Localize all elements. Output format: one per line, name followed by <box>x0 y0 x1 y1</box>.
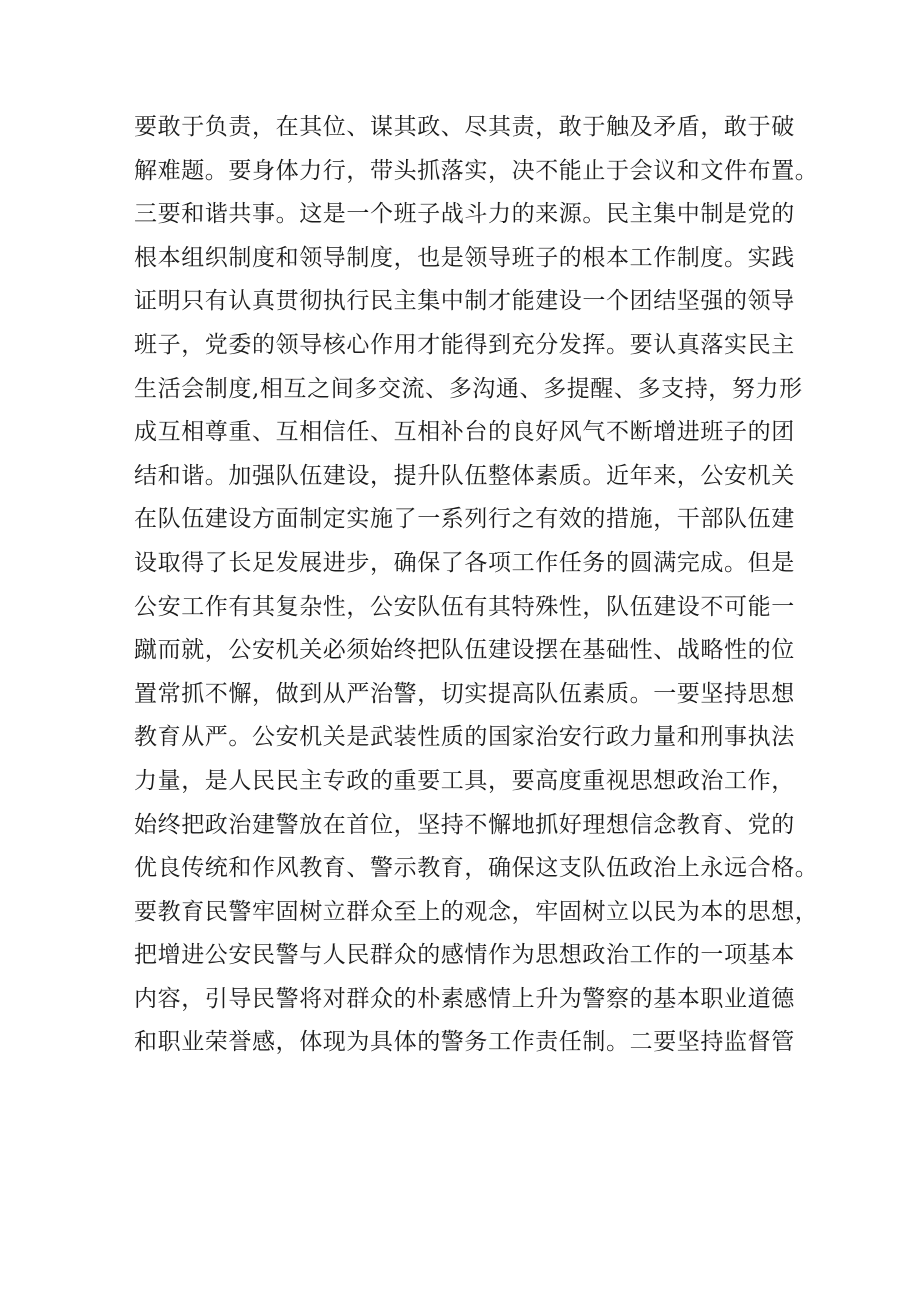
text-line: 成互相尊重、互相信任、互相补台的良好风气不断增进班子的团 <box>134 419 795 446</box>
text-line: 力量，是人民民主专政的重要工具，要高度重视思想政治工作， <box>134 767 795 794</box>
text-line: 三要和谐共事。这是一个班子战斗力的来源。民主集中制是党的 <box>134 201 795 228</box>
text-line: 证明只有认真贯彻执行民主集中制才能建设一个团结坚强的领导 <box>134 288 795 315</box>
text-line: 教育从严。公安机关是武装性质的国家治安行政力量和刑事执法 <box>134 724 795 751</box>
text-line: 置常抓不懈，做到从严治警，切实提高队伍素质。一要坚持思想 <box>134 680 795 707</box>
text-line: 根本组织制度和领导制度，也是领导班子的根本工作制度。实践 <box>134 244 795 271</box>
text-line: 内容，引导民警将对群众的朴素感情上升为警察的基本职业道德 <box>134 985 795 1012</box>
text-line: 优良传统和作风教育、警示教育，确保这支队伍政治上永远合格。 <box>134 855 819 882</box>
text-line: 设取得了长足发展进步，确保了各项工作任务的圆满完成。但是 <box>134 549 795 576</box>
text-line: 蹴而就，公安机关必须始终把队伍建设摆在基础性、战略性的位 <box>134 637 795 664</box>
text-line: 在队伍建设方面制定实施了一系列行之有效的措施，干部队伍建 <box>134 506 795 533</box>
text-line: 始终把政治建警放在首位，坚持不懈地抓好理想信念教育、党的 <box>134 811 795 838</box>
text-line: 把增进公安民警与人民群众的感情作为思想政治工作的一项基本 <box>134 942 795 969</box>
text-line: 班子，党委的领导核心作用才能得到充分发挥。要认真落实民主 <box>134 331 795 358</box>
text-line: 公安工作有其复杂性，公安队伍有其特殊性，队伍建设不可能一 <box>134 593 795 620</box>
text-line: 生活会制度,相互之间多交流、多沟通、多提醒、多支持，努力形 <box>134 375 803 402</box>
body-text <box>134 106 819 1065</box>
text-line: 结和谐。加强队伍建设，提升队伍整体素质。近年来，公安机关 <box>134 462 795 489</box>
text-line: 要敢于负责，在其位、谋其政、尽其责，敢于触及矛盾，敢于破 <box>134 114 795 140</box>
text-line: 要教育民警牢固树立群众至上的观念，牢固树立以民为本的思想， <box>134 898 819 925</box>
text-line: 和职业荣誉感，体现为具体的警务工作责任制。二要坚持监督管 <box>134 1029 795 1056</box>
text-line: 解难题。要身体力行，带头抓落实，决不能止于会议和文件布置。 <box>134 157 819 184</box>
